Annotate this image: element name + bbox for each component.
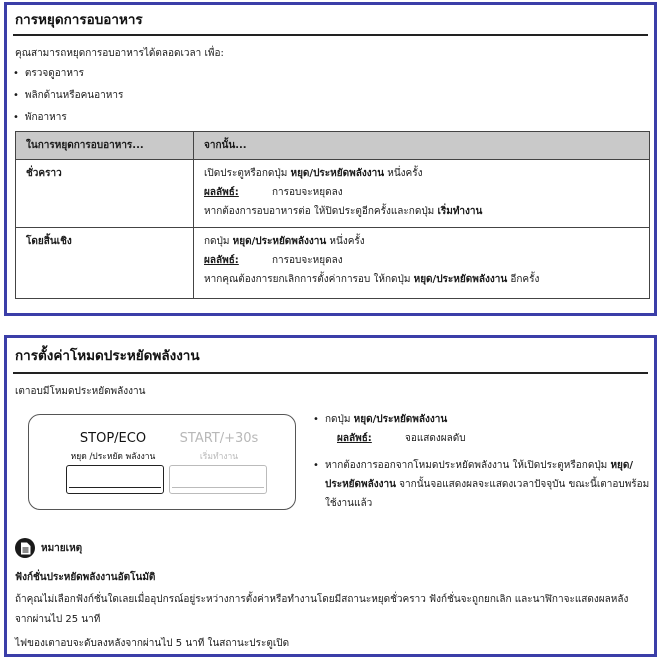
action-cell [194,228,650,299]
note-heading: หมายเหตุ [15,538,82,558]
section-title: การหยุดการอบอาหาร [15,12,143,28]
list-item: • กดปุ่ม หยุด/ประหยัดพลังงาน [311,410,651,429]
intro-text: คุณสามารถหยุดการอบอาหารได้ตลอดเวลา เพื่อ: [15,48,224,59]
title-divider [13,34,648,36]
table-header-row [16,132,650,160]
result-line: ผลลัพธ์: จอแสดงผลดับ [311,429,651,448]
note-title: ฟังก์ชั่นประหยัดพลังงานอัตโนมัติ [15,572,156,583]
note-icon [15,538,35,558]
note-text: ถ้าคุณไม่เลือกฟังก์ชั่นใดเลยเมื่ออุปกรณ์อยู่ระหว่างการตั้งค่าหรือทำงานโดยมีสถานะหยุดชั่วคราว ฟังก์ชั่นจะถูกยกเลิก และนาฬิกาจะแสดงผลหลังจากผ่านไป 25 นาที [15,594,629,625]
action-line: หากคุณต้องการยกเลิกการตั้งค่าการอบ ให้กดปุ่ม หยุด/ประหยัดพลังงาน อีกครั้ง [204,274,540,285]
intro-text: เตาอบมีโหมดประหยัดพลังงาน [15,386,146,397]
stop-eco-label: STOP/ECO [79,431,147,446]
table-row [16,160,650,228]
result-label: ผลลัพธ์: [204,255,239,266]
start-label: START/+30s [179,431,259,446]
action-cell [194,160,650,228]
column-header: ในการหยุดการอบอาหาร... [16,132,194,160]
result-label: ผลลัพธ์: [337,433,372,444]
action-line: หากต้องการอบอาหารต่อ ให้ปิดประตูอีกครั้งและกดปุ่ม เริ่มทำงาน [204,206,483,217]
list-item: • ตรวจดูอาหาร [13,67,654,89]
list-item: • พลิกด้านหรือคนอาหาร [13,89,654,111]
pause-cooking-section [4,2,657,316]
result-line: ผลลัพธ์: การอบจะหยุดลง [204,253,639,272]
list-item: • หากต้องการออกจากโหมดประหยัดพลังงาน ให้เปิดประตูหรือกดปุ่ม หยุด/ประหยัดพลังงาน จากนั้นจอแสดงผลจะแสดงเวลาปัจจุบัน ขณะนี้เตาอบพร้อมใช้งานแล้ว [311,456,651,513]
eco-mode-section [4,335,657,657]
section-title: การตั้งค่าโหมดประหยัดพลังงาน [15,348,200,364]
stop-eco-sublabel: หยุด /ประหยัด พลังงาน [70,452,156,462]
table-row [16,228,650,299]
condition-cell: ชั่วคราว [16,160,194,228]
start-sublabel: เริ่มทำงาน [199,452,239,462]
eco-steps [311,410,651,513]
pause-table [15,131,650,299]
purpose-list [13,67,654,133]
list-item: • พักอาหาร [13,111,654,133]
action-line: กดปุ่ม หยุด/ประหยัดพลังงาน หนึ่งครั้ง [204,236,365,247]
title-divider [13,372,648,374]
result-line: ผลลัพธ์: การอบจะหยุดลง [204,185,639,204]
stop-eco-button [66,465,164,494]
column-header: จากนั้น... [194,132,650,160]
note-text: ไฟของเตาอบจะดับลงหลังจากผ่านไป 5 นาที ในสถานะประตูเปิด [15,638,290,649]
result-label: ผลลัพธ์: [204,187,239,198]
action-line: เปิดประตูหรือกดปุ่ม หยุด/ประหยัดพลังงาน หนึ่งครั้ง [204,168,423,179]
start-button [169,465,267,494]
condition-cell: โดยสิ้นเชิง [16,228,194,299]
note-body [15,570,645,654]
control-panel-illustration [28,414,296,510]
